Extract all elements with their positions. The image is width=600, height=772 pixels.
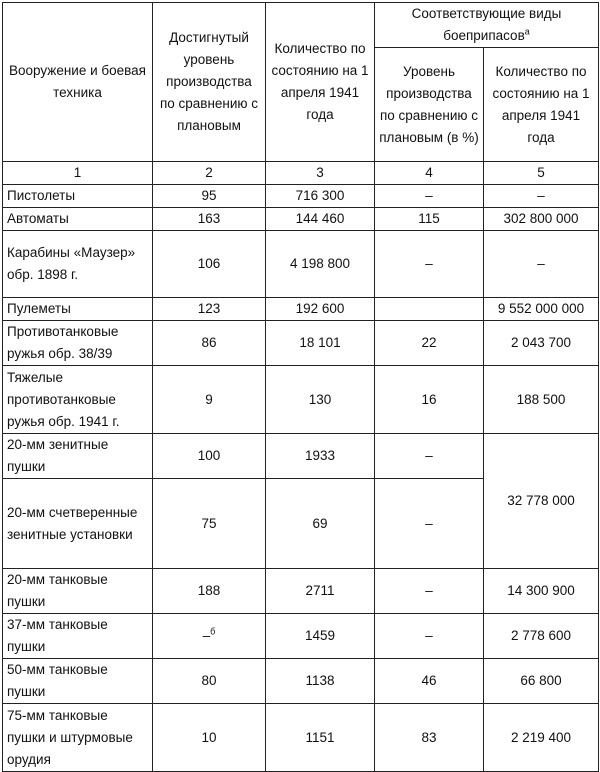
row-ammo-level: – xyxy=(375,231,484,298)
row-weapon-name: 20-мм счетверенные зенитные установки xyxy=(3,479,153,569)
footnote-mark: б xyxy=(210,626,216,637)
row-ammo-level xyxy=(375,298,484,321)
column-number: 5 xyxy=(484,162,599,185)
table-row xyxy=(3,208,599,231)
row-production-level: 10 xyxy=(153,704,266,772)
row-quantity: 192 600 xyxy=(266,298,375,321)
row-weapon-name: 20-мм танковые пушки xyxy=(3,569,153,614)
table-row xyxy=(3,614,599,659)
table-row xyxy=(3,321,599,366)
header-production-level: Достигнутый уровень производства по сравнению с плановым xyxy=(153,3,266,162)
row-weapon-name: 37-мм танковые пушки xyxy=(3,614,153,659)
row-production-level: 86 xyxy=(153,321,266,366)
header-ammo-group: Соответствующие виды боеприпасов$^а$ xyxy=(375,3,599,48)
row-ammo-quantity: 302 800 000 xyxy=(484,208,599,231)
row-ammo-level: 115 xyxy=(375,208,484,231)
table-row xyxy=(3,569,599,614)
row-production-level: 106 xyxy=(153,231,266,298)
row-ammo-level: – xyxy=(375,614,484,659)
row-ammo-level: – xyxy=(375,185,484,208)
row-ammo-quantity: 9 552 000 000 xyxy=(484,298,599,321)
row-weapon-name: Противотанковые ружья обр. 38/39 xyxy=(3,321,153,366)
column-number: 1 xyxy=(3,162,153,185)
row-quantity: 1151 xyxy=(266,704,375,772)
row-production-level: –$^б$ xyxy=(153,614,266,659)
table-row xyxy=(3,231,599,298)
row-quantity: 716 300 xyxy=(266,185,375,208)
row-production-level: 188 xyxy=(153,569,266,614)
row-ammo-level: 46 xyxy=(375,659,484,704)
row-ammo-quantity: 32 778 000 xyxy=(484,434,599,569)
row-ammo-level: – xyxy=(375,434,484,479)
header-quantity: Количество по состоянию на 1 апреля 1941 года xyxy=(266,3,375,162)
table-row xyxy=(3,366,599,434)
row-ammo-quantity: 2 043 700 xyxy=(484,321,599,366)
row-ammo-quantity: 2 219 400 xyxy=(484,704,599,772)
header-ammo-level: Уровень производства по сравнению с плановым (в %) xyxy=(375,48,484,162)
row-quantity: 2711 xyxy=(266,569,375,614)
row-production-level: 163 xyxy=(153,208,266,231)
weapons-table xyxy=(2,2,599,772)
row-ammo-level: 22 xyxy=(375,321,484,366)
row-ammo-level: – xyxy=(375,479,484,569)
row-ammo-quantity: 188 500 xyxy=(484,366,599,434)
row-ammo-level: – xyxy=(375,569,484,614)
row-production-level: 123 xyxy=(153,298,266,321)
table-row xyxy=(3,659,599,704)
row-weapon-name: Пулеметы xyxy=(3,298,153,321)
row-weapon-name: Тяжелые противотанковые ружья обр. 1941 г. xyxy=(3,366,153,434)
row-weapon-name: 75-мм танковые пушки и штурмовые орудия xyxy=(3,704,153,772)
row-production-level: 9 xyxy=(153,366,266,434)
row-weapon-name: Пистолеты xyxy=(3,185,153,208)
row-quantity: 69 xyxy=(266,479,375,569)
row-quantity: 144 460 xyxy=(266,208,375,231)
row-weapon-name: Карабины «Маузер» обр. 1898 г. xyxy=(3,231,153,298)
row-weapon-name: 50-мм танковые пушки xyxy=(3,659,153,704)
column-number: 2 xyxy=(153,162,266,185)
row-ammo-quantity: – xyxy=(484,231,599,298)
table-row xyxy=(3,298,599,321)
row-quantity: 1138 xyxy=(266,659,375,704)
row-quantity: 1933 xyxy=(266,434,375,479)
row-quantity: 1459 xyxy=(266,614,375,659)
column-number: 4 xyxy=(375,162,484,185)
row-ammo-quantity: 14 300 900 xyxy=(484,569,599,614)
row-production-level: 100 xyxy=(153,434,266,479)
table-row xyxy=(3,185,599,208)
row-ammo-level: 83 xyxy=(375,704,484,772)
header-weapon: Вооружение и боевая техника xyxy=(3,3,153,162)
row-weapon-name: 20-мм зенитные пушки xyxy=(3,434,153,479)
table-row xyxy=(3,434,599,479)
row-weapon-name: Автоматы xyxy=(3,208,153,231)
header-ammo-quantity: Количество по состоянию на 1 апреля 1941 года xyxy=(484,48,599,162)
row-ammo-quantity: 2 778 600 xyxy=(484,614,599,659)
table-row xyxy=(3,704,599,772)
row-production-level: 80 xyxy=(153,659,266,704)
row-ammo-level: 16 xyxy=(375,366,484,434)
column-number: 3 xyxy=(266,162,375,185)
row-quantity: 18 101 xyxy=(266,321,375,366)
row-ammo-quantity: 66 800 xyxy=(484,659,599,704)
column-numbers-row xyxy=(3,162,599,185)
row-quantity: 4 198 800 xyxy=(266,231,375,298)
row-ammo-quantity: – xyxy=(484,185,599,208)
row-quantity: 130 xyxy=(266,366,375,434)
row-production-level: 95 xyxy=(153,185,266,208)
row-production-level: 75 xyxy=(153,479,266,569)
